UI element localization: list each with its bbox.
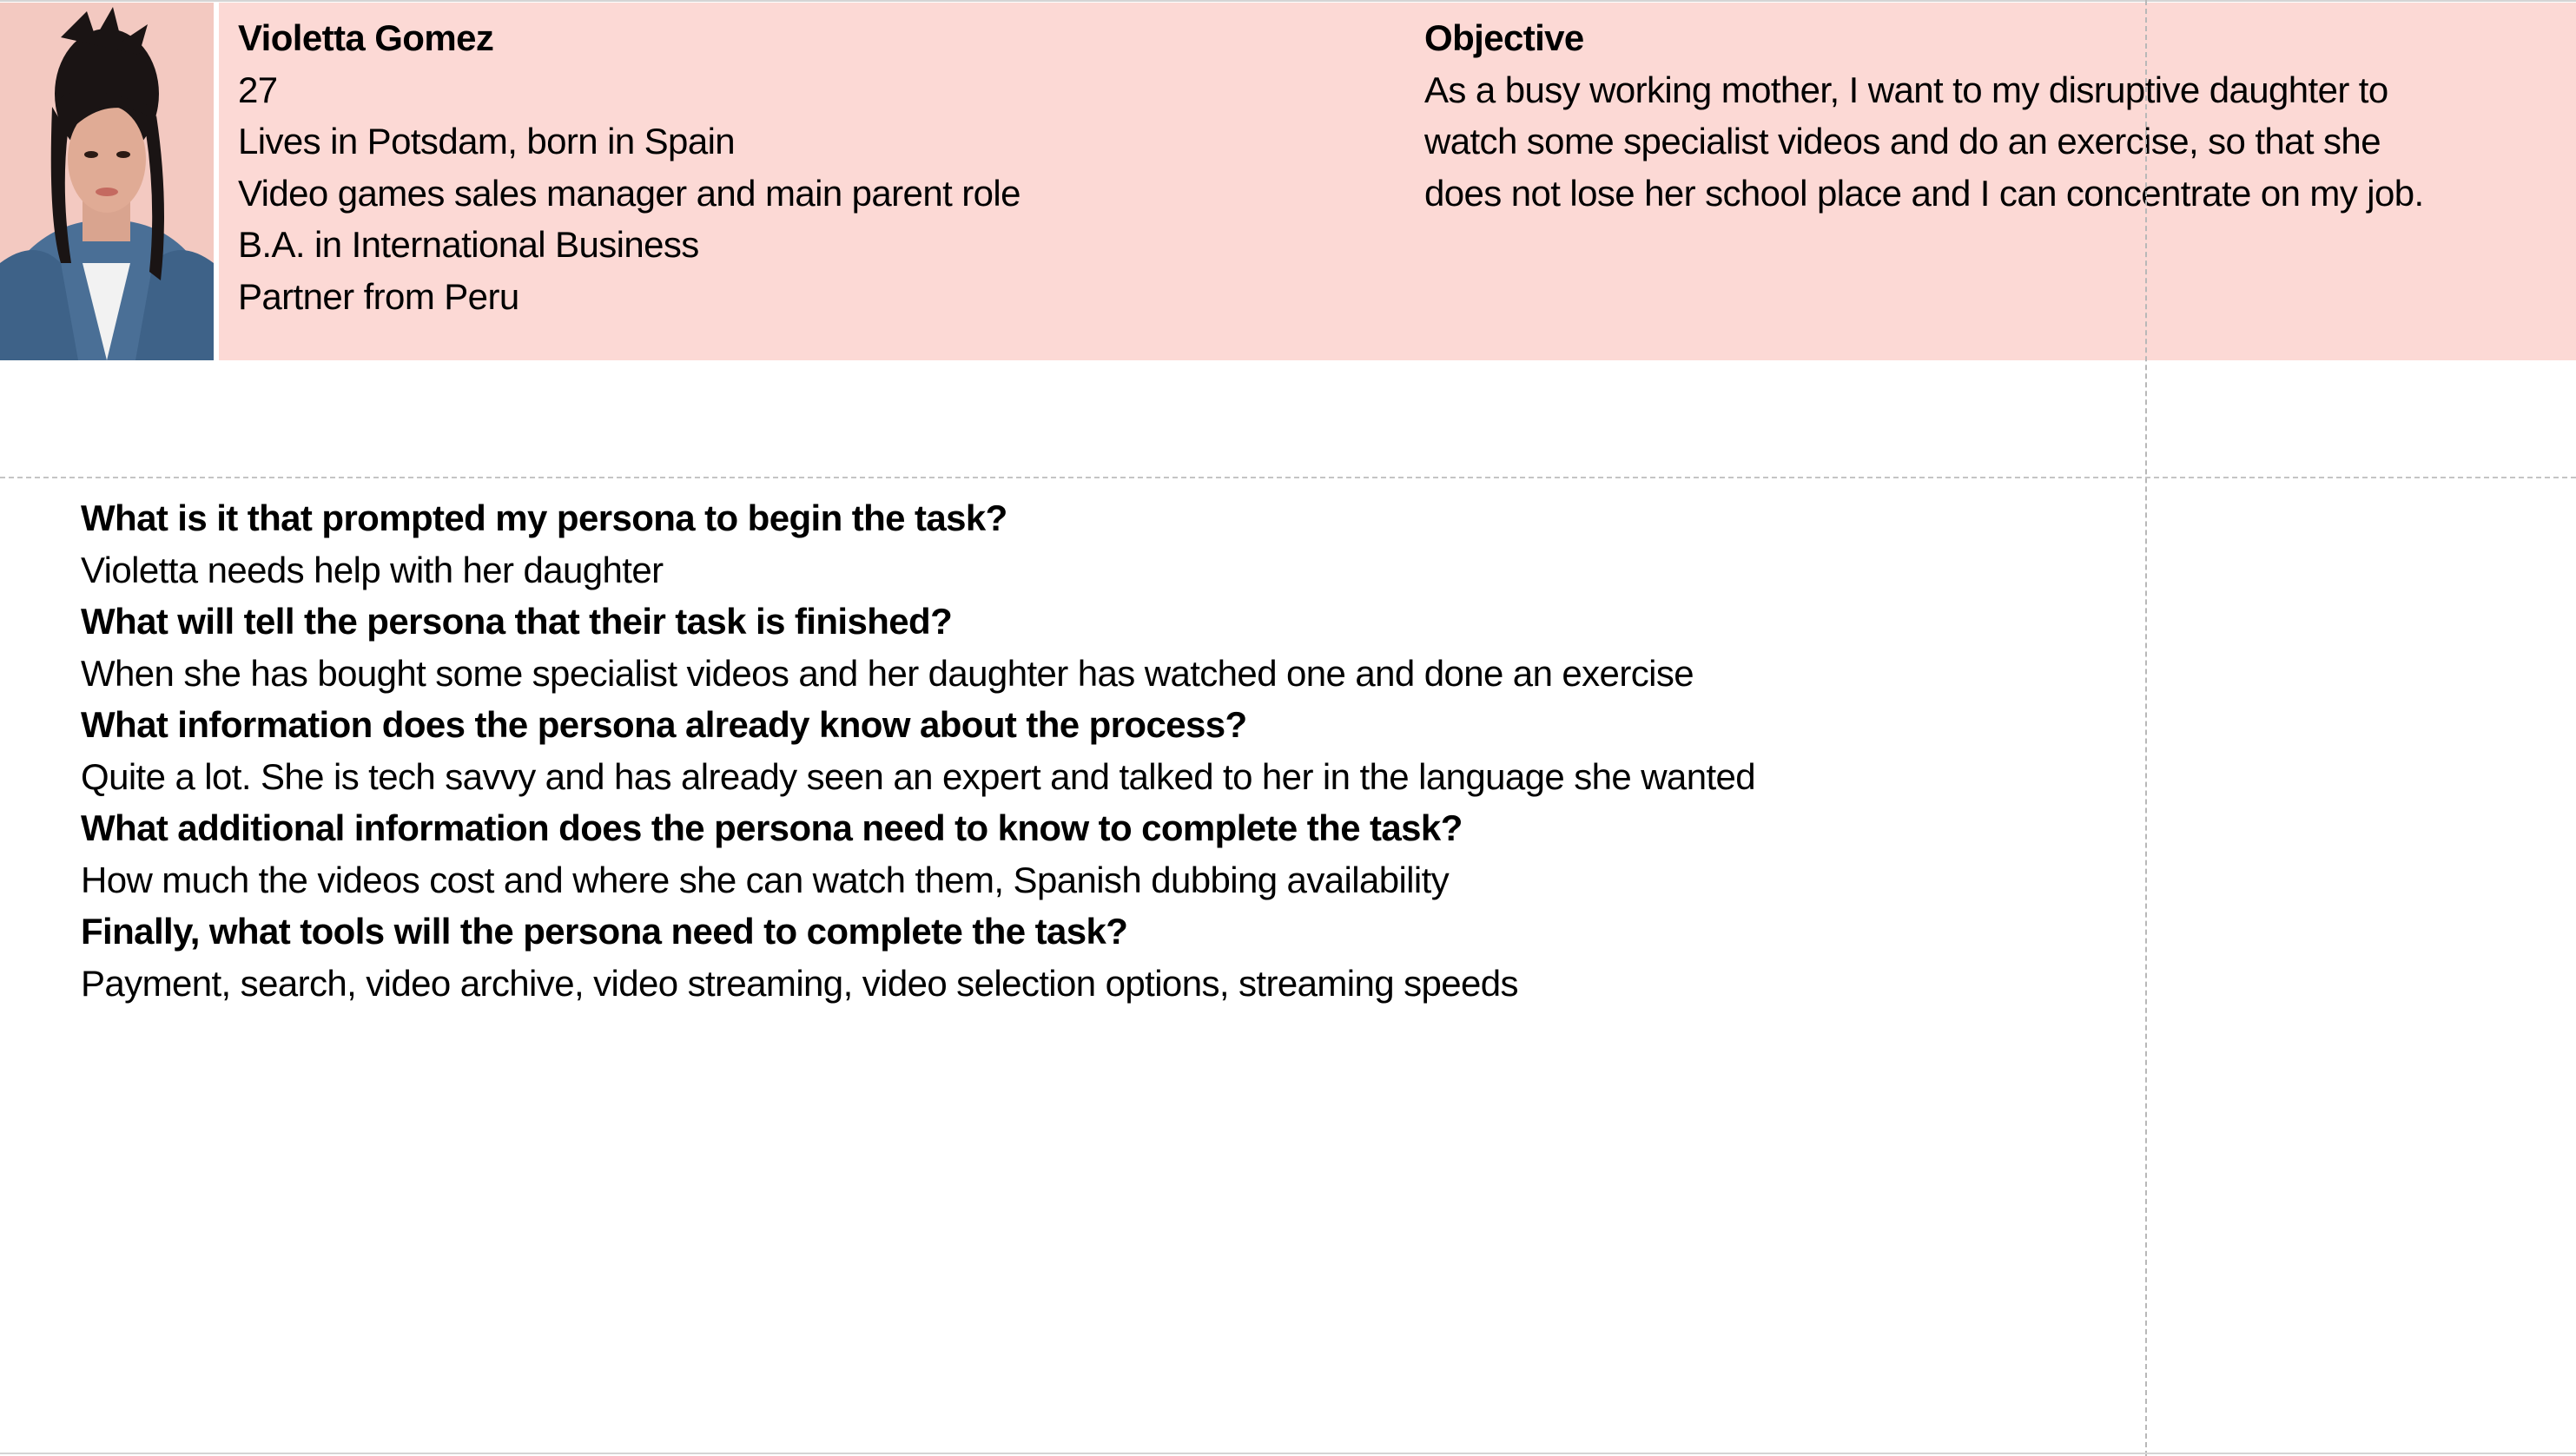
- persona-occupation: Video games sales manager and main parent role: [238, 173, 1020, 214]
- answer-4: How much the videos cost and where she can watch them, Spanish dubbing availability: [81, 860, 1450, 900]
- slide-bottom-border: [0, 1453, 2576, 1454]
- persona-partner: Partner from Peru: [238, 276, 519, 317]
- objective-line: watch some specialist videos and do an exercise, so that she: [1424, 121, 2381, 161]
- photo-divider: [214, 3, 219, 360]
- persona-age: 27: [238, 69, 278, 110]
- persona-location: Lives in Potsdam, born in Spain: [238, 121, 736, 161]
- question-5: Finally, what tools will the persona need to complete the task?: [81, 911, 1128, 952]
- answer-1: Violetta needs help with her daughter: [81, 550, 664, 590]
- objective-line: does not lose her school place and I can concentrate on my job.: [1424, 173, 2424, 214]
- question-3: What information does the persona already know about the process?: [81, 704, 1247, 745]
- answer-2: When she has bought some specialist videos and her daughter has watched one and done an exercise: [81, 653, 1694, 694]
- question-1: What is it that prompted my persona to begin the task?: [81, 497, 1007, 538]
- persona-name: Violetta Gomez: [238, 17, 494, 58]
- objective-line: As a busy working mother, I want to my disruptive daughter to: [1424, 69, 2388, 110]
- horizontal-guide: [0, 477, 2576, 478]
- answer-5: Payment, search, video archive, video streaming, video selection options, streaming speeds: [81, 963, 1518, 1004]
- objective-title: Objective: [1424, 17, 1584, 58]
- answer-3: Quite a lot. She is tech savvy and has already seen an expert and talked to her in the language she wanted: [81, 756, 1756, 797]
- vertical-guide: [2145, 0, 2147, 1456]
- question-4: What additional information does the persona need to know to complete the task?: [81, 807, 1463, 848]
- persona-education: B.A. in International Business: [238, 224, 699, 265]
- persona-photo: [0, 3, 214, 360]
- slide-top-border: [0, 0, 2576, 2]
- question-2: What will tell the persona that their task is finished?: [81, 601, 953, 642]
